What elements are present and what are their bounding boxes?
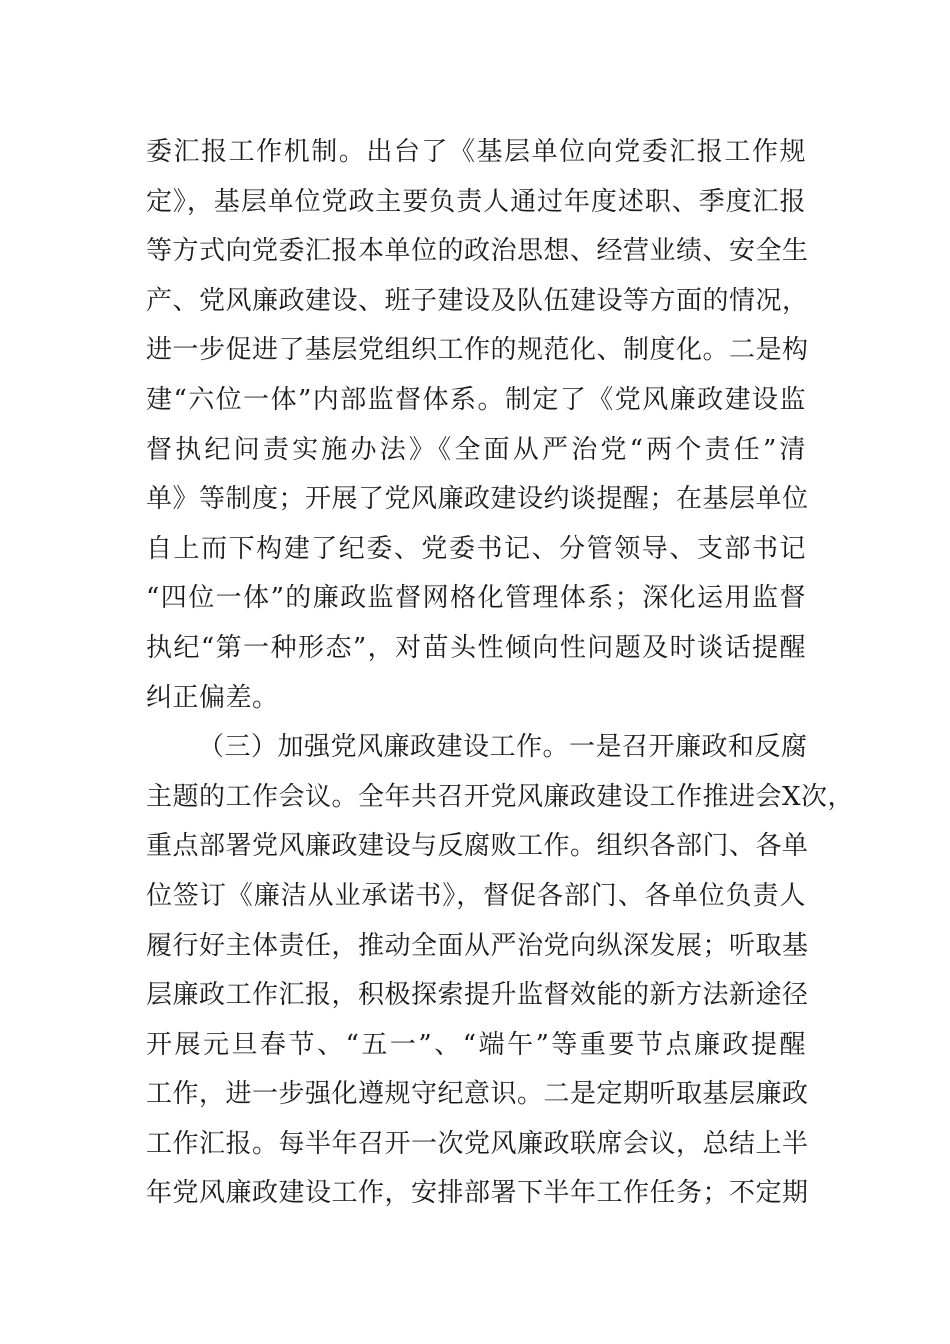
text-line: 开展元旦春节、“五一”、“端午”等重要节点廉政提醒 — [146, 1029, 806, 1060]
text-line: 重点部署党风廉政建设与反腐败工作。组织各部门、各单 — [146, 831, 809, 862]
text-line: 委汇报工作机制。出台了《基层单位向党委汇报工作规 — [146, 137, 806, 167]
text-line: 年党风廉政建设工作，安排部署下半年工作任务；不定期 — [146, 1178, 809, 1209]
text-line: 工作，进一步强化遵规守纪意识。二是定期听取基层廉政 — [146, 1079, 809, 1110]
text-line: 位签订《廉洁从业承诺书》，督促各部门、各单位负责人 — [146, 880, 806, 911]
text-line: 履行好主体责任，推动全面从严治党向纵深发展；听取基 — [146, 930, 809, 961]
text-line: 自上而下构建了纪委、党委书记、分管领导、支部书记 — [146, 533, 806, 564]
text-line: 进一步促进了基层党组织工作的规范化、制度化。二是构 — [146, 335, 809, 366]
text-line: 工作汇报。每半年召开一次党风廉政联席会议，总结上半 — [146, 1128, 809, 1159]
text-line: 等方式向党委汇报本单位的政治思想、经营业绩、安全生 — [146, 236, 809, 267]
text-line: 产、党风廉政建设、班子建设及队伍建设等方面的情况， — [146, 285, 809, 316]
text-line: 建“六位一体”内部监督体系。制定了《党风廉政建设监 — [146, 384, 806, 415]
document-body — [146, 128, 855, 1219]
text-line: 单》等制度；开展了党风廉政建设约谈提醒；在基层单位 — [146, 484, 809, 515]
text-line: 执纪“第一种形态”，对苗头性倾向性问题及时谈话提醒 — [146, 632, 806, 663]
paragraph-heading-line: （三）加强党风廉政建设工作。一是召开廉政和反腐 — [198, 732, 808, 763]
text-line: 主题的工作会议。全年共召开党风廉政建设工作推进会X次， — [146, 781, 855, 812]
text-line: 督执纪问责实施办法》《全面从严治党“两个责任”清 — [146, 434, 806, 465]
text-line: 层廉政工作汇报，积极探索提升监督效能的新方法新途径 — [146, 980, 809, 1011]
text-line: 纠正偏差。 — [146, 682, 279, 713]
text-line: 定》，基层单位党政主要负责人通过年度述职、季度汇报 — [146, 186, 806, 217]
text-line: “四位一体”的廉政监督网格化管理体系；深化运用监督 — [146, 583, 806, 614]
